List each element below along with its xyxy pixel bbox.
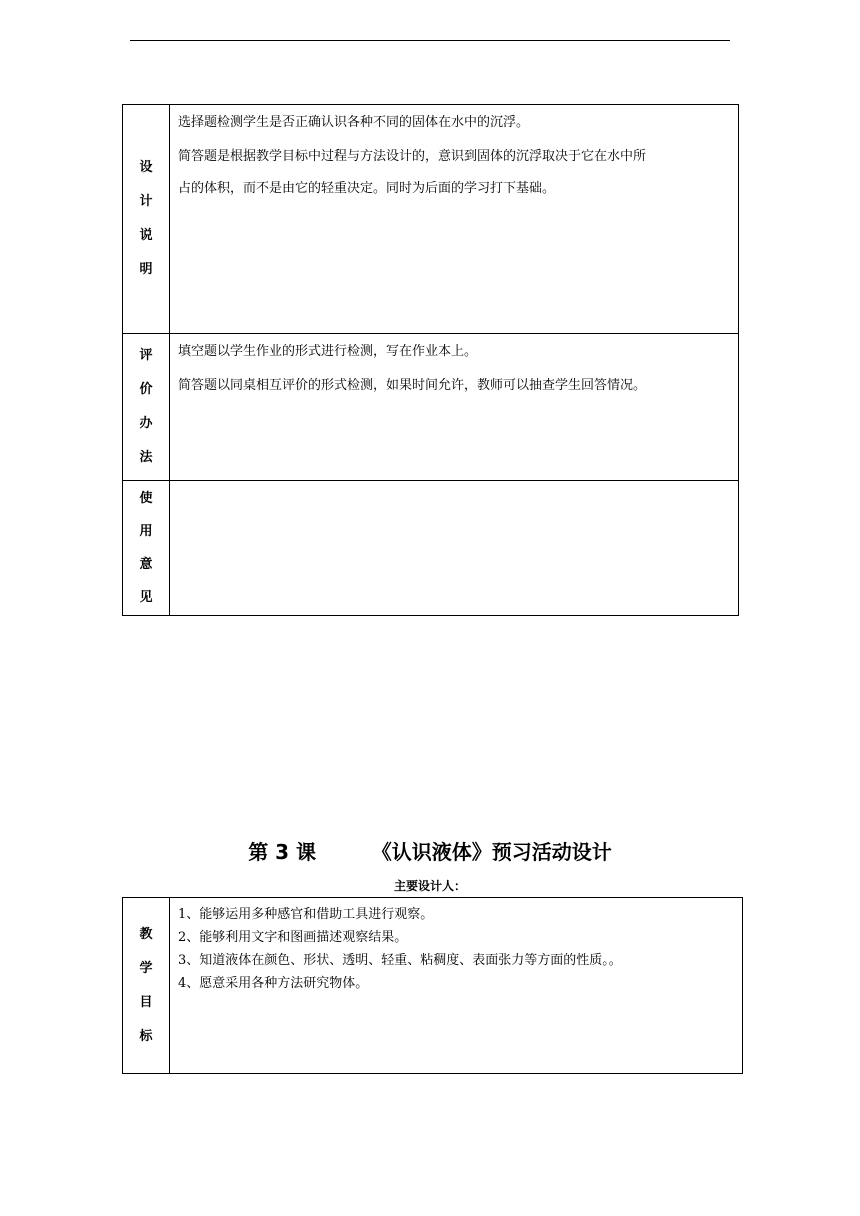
designer-label: 主要设计人： [393, 879, 466, 893]
content-line: 简答题以同桌相互评价的形式检测，如果时间允许，教师可以抽查学生回答情况。 [178, 378, 647, 393]
table-row [123, 481, 739, 616]
label-char: 教 [139, 926, 153, 942]
label-char: 见 [139, 590, 153, 605]
label-char: 用 [139, 524, 153, 539]
label-char: 设 [139, 160, 153, 175]
label-char: 学 [139, 960, 153, 976]
design-notes-content [170, 105, 739, 334]
goal-item: 2、能够利用文字和图画描述观察结果。 [178, 930, 408, 945]
row-label-evaluation [123, 334, 170, 481]
label-char: 意 [139, 557, 153, 572]
label-char: 说 [139, 228, 153, 243]
content-line: 简答题是根据教学目标中过程与方法设计的，意识到固体的沉浮取决于它在水中所 [178, 149, 647, 164]
header-rule [130, 40, 730, 41]
row-label-feedback [123, 481, 170, 616]
goal-item: 4、愿意采用各种方法研究物体。 [178, 976, 369, 991]
label-char: 计 [139, 194, 153, 209]
label-char: 目 [139, 994, 153, 1010]
table-row [123, 105, 739, 334]
teaching-goals-table [122, 897, 743, 1074]
label-char: 价 [139, 382, 153, 397]
label-char: 评 [139, 348, 153, 363]
evaluation-content [170, 334, 739, 481]
content-line: 占的体积，而不是由它的轻重决定。同时为后面的学习打下基础。 [178, 181, 556, 196]
table-row [123, 334, 739, 481]
label-char: 法 [139, 450, 153, 465]
goal-item: 3、知道液体在颜色、形状、透明、轻重、粘稠度、表面张力等方面的性质。。 [178, 953, 622, 968]
label-char: 办 [139, 416, 153, 431]
content-line: 填空题以学生作业的形式进行检测，写在作业本上。 [178, 344, 478, 359]
row-label-teaching-goals [123, 898, 170, 1074]
lesson-title: 第 3 课 《认识液体》预习活动设计 [248, 840, 612, 864]
teaching-goals-content [170, 898, 743, 1074]
content-line: 选择题检测学生是否正确认识各种不同的固体在水中的沉浮。 [178, 115, 530, 130]
row-label-design-notes [123, 105, 170, 334]
label-char: 明 [139, 262, 153, 277]
table-row [123, 898, 743, 1074]
goal-item: 1、能够运用多种感官和借助工具进行观察。 [178, 907, 434, 922]
label-char: 使 [139, 491, 153, 506]
design-notes-table [122, 104, 739, 616]
label-char: 标 [139, 1028, 153, 1044]
feedback-content [170, 481, 739, 616]
